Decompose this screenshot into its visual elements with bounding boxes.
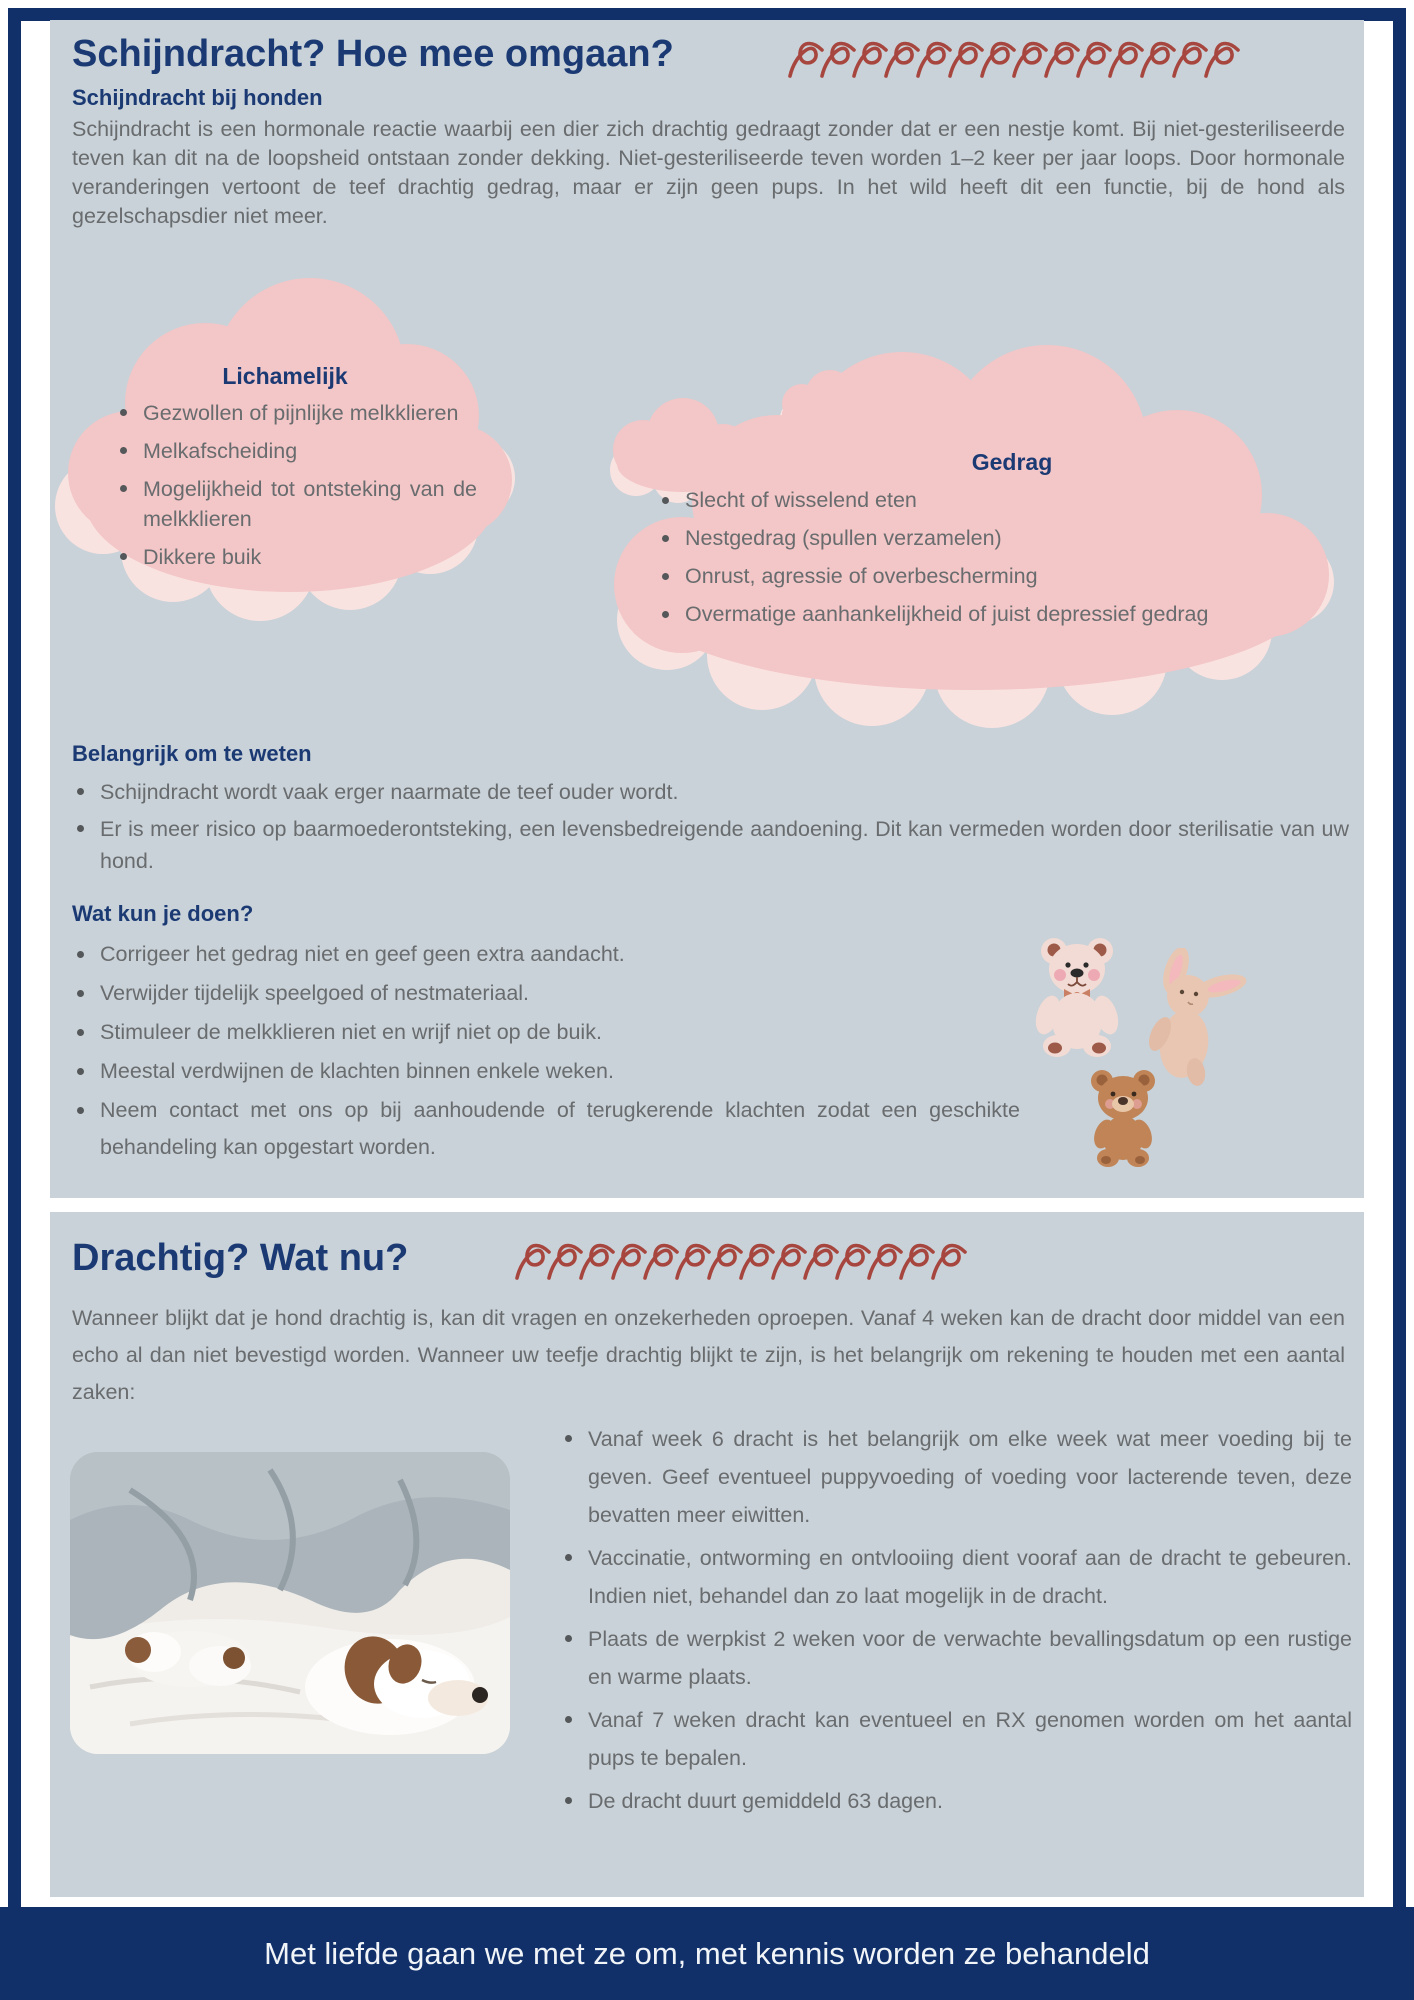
important-list xyxy=(72,776,1349,882)
teddy-bear-icon xyxy=(1030,933,1125,1061)
pregnancy-tip-item: Vanaf 7 weken dracht kan eventueel en RX genomen worden om het aantal pups te bepalen. xyxy=(560,1701,1352,1777)
pregnancy-tips-list xyxy=(560,1420,1352,1825)
page-title: Schijndracht? Hoe mee omgaan? xyxy=(72,33,674,75)
dog-with-puppies-photo xyxy=(70,1452,510,1754)
behavior-symptom-item: Onrust, agressie of overbescherming xyxy=(657,561,1247,592)
subsection-title-belangrijk: Belangrijk om te weten xyxy=(72,741,312,766)
cloud-title-lichamelijk: Lichamelijk xyxy=(222,363,348,389)
loop-scribble-icon xyxy=(788,36,1240,90)
action-item: Verwijder tijdelijk speelgoed of nestmateriaal. xyxy=(72,975,1020,1012)
pregnancy-tip-item: Vaccinatie, ontworming en ontvlooiing dient vooraf aan de dracht te gebeuren. Indien niet, behandel dan zo laat mogelijk in de dracht. xyxy=(560,1539,1352,1615)
physical-symptom-item: Dikkere buik xyxy=(115,542,477,572)
cloud-lichamelijk xyxy=(55,258,515,638)
cloud-gedrag xyxy=(572,330,1364,730)
pregnancy-tip-item: Plaats de werpkist 2 weken voor de verwachte bevallingsdatum op een rustige en warme plaats. xyxy=(560,1620,1352,1696)
subsection-title-wat-kun-je-doen: Wat kun je doen? xyxy=(72,901,254,926)
footer-slogan: Met liefde gaan we met ze om, met kennis worden ze behandeld xyxy=(264,1935,1150,1971)
action-item: Neem contact met ons op bij aanhoudende of terugkerende klachten zodat een geschikte behandeling kan opgestart worden. xyxy=(72,1092,1020,1166)
important-item: Schijndracht wordt vaak erger naarmate de teef ouder wordt. xyxy=(72,776,1349,808)
action-item: Meestal verdwijnen de klachten binnen enkele weken. xyxy=(72,1053,1020,1090)
physical-symptoms-list xyxy=(115,398,477,580)
section2-intro-paragraph: Wanneer blijkt dat je hond drachtig is, kan dit vragen en onzekerheden oproepen. Vanaf 4 weken kan de dracht door middel van een echo al dan niet bevestigd worden. Wanneer uw teefje drachtig blijkt te zijn, is het belangrijk om rekening te houden met een aantal zaken: xyxy=(72,1306,1345,1404)
actions-list xyxy=(72,936,1020,1168)
important-item: Er is meer risico op baarmoederontsteking, een levensbedreigende aandoening. Dit kan vermeden worden door sterilisatie van uw hond. xyxy=(72,813,1349,877)
behavior-symptom-item: Slecht of wisselend eten xyxy=(657,485,1247,516)
physical-symptom-item: Gezwollen of pijnlijke melkklieren xyxy=(115,398,477,428)
intro-paragraph: Schijndracht is een hormonale reactie waarbij een dier zich drachtig gedraagt zonder dat er een nestje komt. Bij niet-gesteriliseerde teven kan dit na de loopsheid ontstaan zonder dekking. Niet-gesteriliseerde teven worden 1–2 keer per jaar loops. Door hormonale veranderingen vertoont de teef drachtig gedrag, maar er zijn geen pups. In het wild heeft dit een functie, bij de hond als gezelschapsdier niet meer. xyxy=(72,117,1345,228)
subsection-title-schijndracht-bij-honden: Schijndracht bij honden xyxy=(72,85,323,110)
physical-symptom-item: Mogelijkheid tot ontsteking van de melkklieren xyxy=(115,474,477,534)
action-item: Corrigeer het gedrag niet en geef geen extra aandacht. xyxy=(72,936,1020,973)
behavior-symptom-item: Overmatige aanhankelijkheid of juist depressief gedrag xyxy=(657,599,1247,630)
brown-teddy-bear-icon xyxy=(1082,1066,1166,1168)
action-item: Stimuleer de melkklieren niet en wrijf niet op de buik. xyxy=(72,1014,1020,1051)
behavior-symptoms-list xyxy=(657,485,1247,637)
loop-scribble-icon xyxy=(515,1238,967,1292)
cloud-title-gedrag: Gedrag xyxy=(971,449,1053,475)
pregnancy-tip-item: De dracht duurt gemiddeld 63 dagen. xyxy=(560,1782,1352,1820)
footer-banner xyxy=(0,1907,1414,2000)
pregnancy-tip-item: Vanaf week 6 dracht is het belangrijk om elke week wat meer voeding bij te geven. Geef eventueel puppyvoeding of voeding voor lacterende teven, deze bevatten meer eiwitten. xyxy=(560,1420,1352,1534)
section2-title: Drachtig? Wat nu? xyxy=(72,1237,409,1279)
physical-symptom-item: Melkafscheiding xyxy=(115,436,477,466)
behavior-symptom-item: Nestgedrag (spullen verzamelen) xyxy=(657,523,1247,554)
